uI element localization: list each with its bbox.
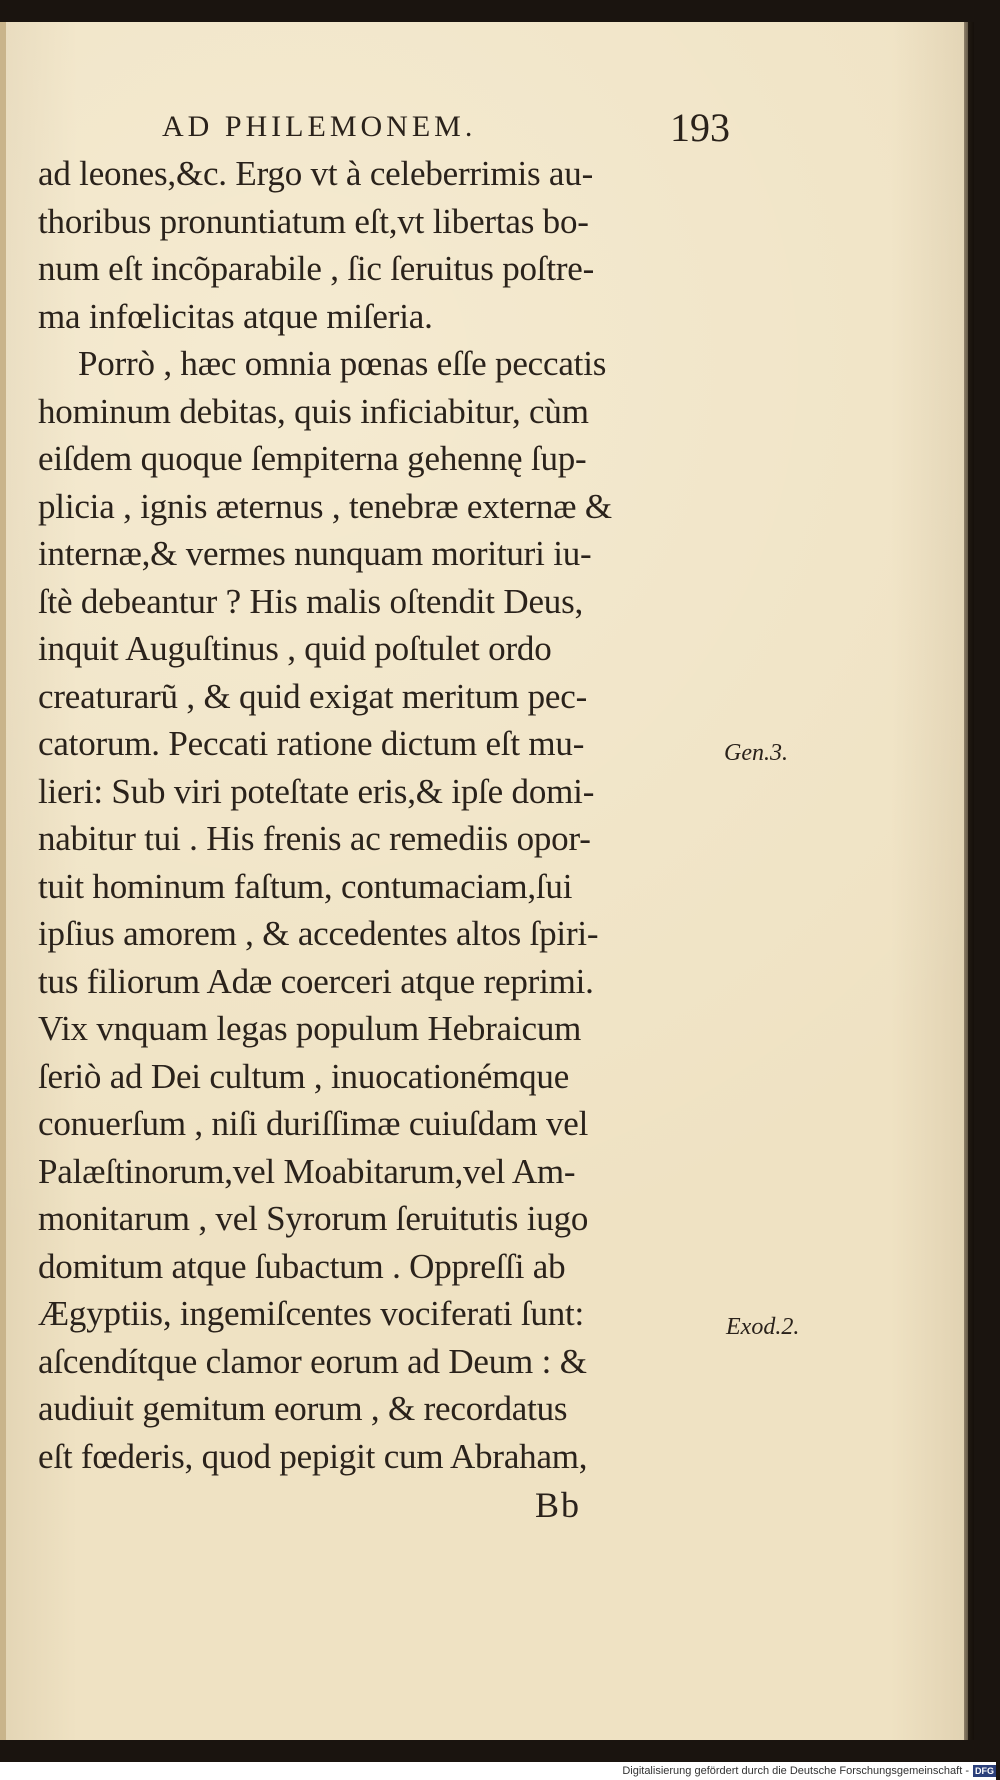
page-right-shadow [964, 22, 974, 1740]
page-number: 193 [670, 105, 730, 150]
text-line: creaturarũ , & quid exigat meritum pec- [38, 676, 588, 716]
text-line: eſt fœderis, quod pepigit cum Abraham, [38, 1436, 588, 1476]
text-line: monitarum , vel Syrorum ſeruitutis iugo [38, 1199, 589, 1238]
text-line: internæ,& vermes nunquam morituri iu- [38, 534, 592, 573]
dfg-logo: DFG [975, 1766, 994, 1776]
text-line: tuit hominum faſtum, contumaciam,ſui [38, 866, 573, 906]
text-line: ſtè debeantur ? His malis oſtendit Deus, [38, 581, 584, 621]
margin-note-genesis: Gen.3. [724, 740, 788, 766]
text-line: tus filiorum Adæ coerceri atque reprimi. [38, 961, 594, 1001]
digitization-credit [0, 1762, 996, 1780]
running-head: AD PHILEMONEM. [162, 110, 477, 143]
text-line: Palæſtinorum,vel Moabitarum,vel Am- [38, 1151, 576, 1191]
text-line: ſeriò ad Dei cultum , inuocationémque [38, 1056, 570, 1096]
credit-text: Digitalisierung gefördert durch die Deutsche Forschungsgemeinschaft - [622, 1765, 969, 1777]
margin-note-exodus: Exod.2. [726, 1314, 800, 1340]
text-line: nabitur tui . His frenis ac remediis opor- [38, 819, 591, 858]
text-line: thoribus pronuntiatum eſt,vt libertas bo- [38, 201, 589, 241]
text-line: domitum atque ſubactum . Oppreſſi ab [38, 1246, 566, 1286]
text-line: hominum debitas, quis inficiabitur, cùm [38, 391, 589, 431]
page-left-edge [0, 22, 6, 1740]
text-line: num eſt incõparabile , ſic ſeruitus poſtre- [38, 249, 595, 288]
text-line: lieri: Sub viri poteſtate eris,& ipſe domi- [38, 771, 595, 811]
text-line: ad leones,&c. Ergo vt à celeberrimis au- [38, 154, 594, 193]
text-line: eiſdem quoque ſempiterna gehennę ſup- [38, 439, 587, 478]
signature-mark: Bb [535, 1485, 582, 1525]
text-line: plicia , ignis æternus , tenebræ externæ & [38, 486, 612, 526]
text-line: Vix vnquam legas populum Hebraicum [38, 1009, 582, 1048]
text-line: audiuit gemitum eorum , & recordatus [38, 1389, 568, 1428]
text-line: catorum. Peccati ratione dictum eſt mu- [38, 724, 585, 763]
text-line: Porrò , hæc omnia pœnas eſſe peccatis [78, 344, 607, 383]
text-line: Ægyptiis, ingemiſcentes vociferati ſunt: [38, 1294, 585, 1333]
text-line: inquit Auguſtinus , quid poſtulet ordo [38, 629, 552, 668]
text-line: ipſius amorem , & accedentes altos ſpiri- [38, 914, 599, 953]
text-line: ma infœlicitas atque miſeria. [38, 296, 433, 336]
text-line: conuerſum , niſi duriſſimæ cuiuſdam vel [38, 1104, 589, 1143]
text-block [38, 150, 743, 1480]
text-line: aſcendítque clamor eorum ad Deum : & [38, 1341, 587, 1381]
